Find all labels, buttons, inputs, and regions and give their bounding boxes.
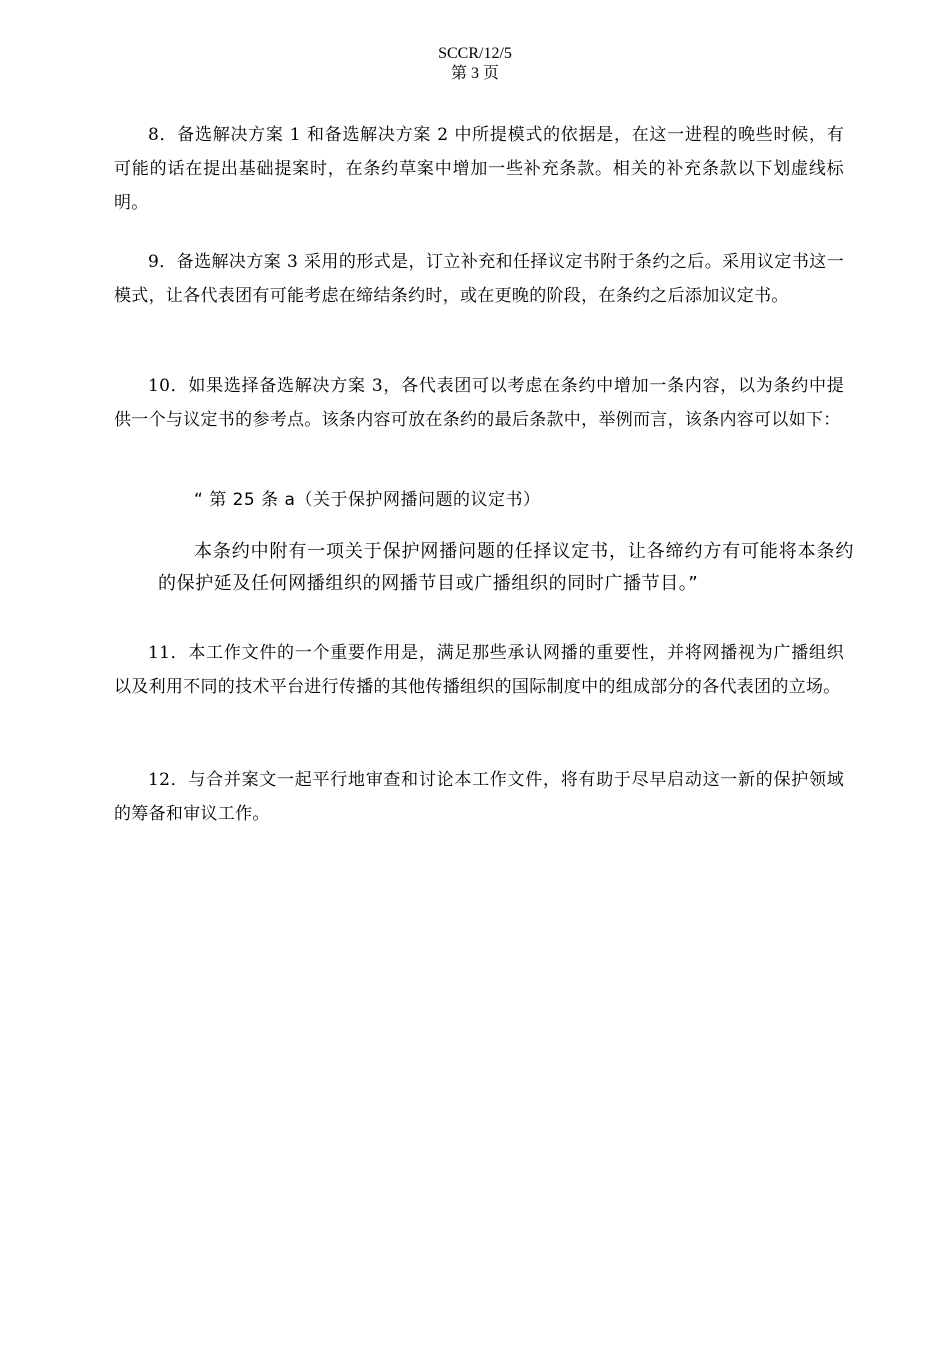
paragraph-12: 12．与合并案文一起平行地审查和讨论本工作文件，将有助于尽早启动这一新的保护领域的筹备和审议工作。 [114,770,844,824]
paragraph-10: 10．如果选择备选解决方案 3，各代表团可以考虑在条约中增加一条内容，以为条约中提供一个与议定书的参考点。该条内容可放在条约的最后条款中，举例而言，该条内容可以如下： [114,376,844,430]
article-body: 本条约中附有一项关于保护网播问题的任择议定书，让各缔约方有可能将本条约的保护延及任何网播组织的网播节目或广播组织的同时广播节目。” [158,541,854,594]
page-header [0,44,950,84]
page-number: 第 3 页 [450,65,499,82]
paragraph-11: 11．本工作文件的一个重要作用是，满足那些承认网播的重要性，并将网播视为广播组织以及利用不同的技术平台进行传播的其他传播组织的国际制度中的组成部分的各代表团的立场。 [114,643,844,697]
paragraph-8: 8．备选解决方案 1 和备选解决方案 2 中所提模式的依据是，在这一进程的晚些时候，有可能的话在提出基础提案时，在条约草案中增加一些补充条款。相关的补充条款以下划虚线标明。 [114,125,844,213]
article-title: “ 第 25 条 a（关于保护网播问题的议定书） [194,490,541,510]
paragraph-9: 9．备选解决方案 3 采用的形式是，订立补充和任择议定书附于条约之后。采用议定书这一模式，让各代表团有可能考虑在缔结条约时，或在更晚的阶段，在条约之后添加议定书。 [114,252,844,306]
document-code: SCCR/12/5 [438,45,512,62]
